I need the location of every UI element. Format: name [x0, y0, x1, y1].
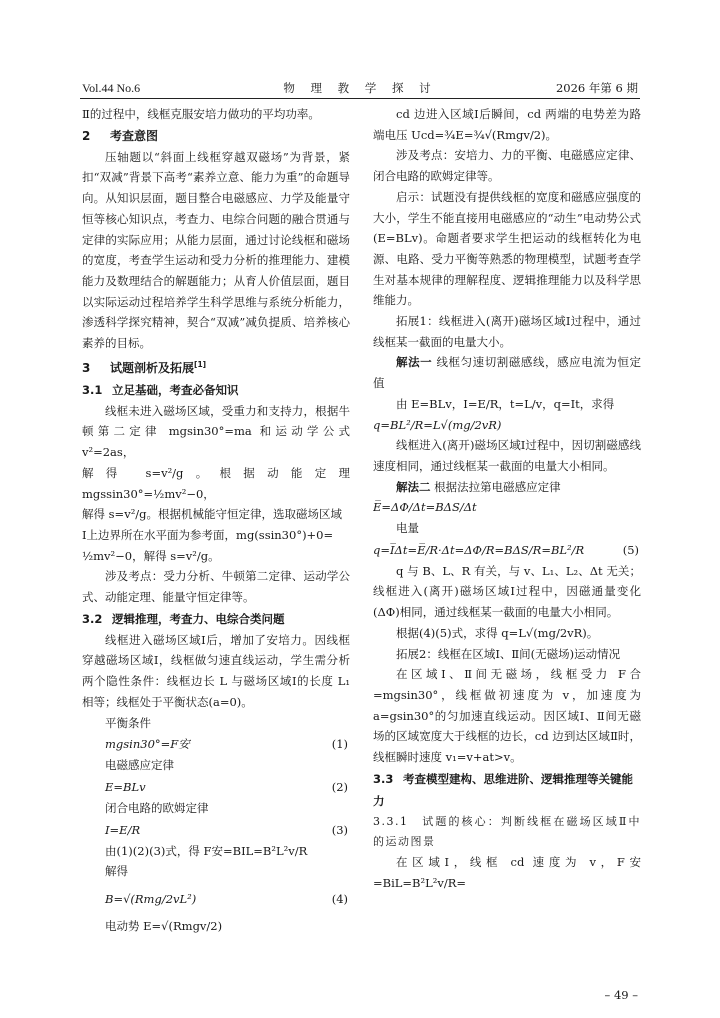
- equation-5: q=I̅Δt=E̅/R·Δt=ΔΦ/R=BΔS/R=BL²/R (5): [373, 542, 639, 557]
- equation-2: E=BLv (2): [105, 779, 348, 794]
- s31-paragraph-5: ½mv²−0，解得 s=v²/g。: [82, 548, 220, 563]
- region-1-paragraph: 在区域Ⅰ，线框 cd 速度为 v，F安=BiL=B²L²v/R=: [373, 854, 641, 890]
- method-1-equation-2: q=BL²/R=L√(mg/2vR): [373, 417, 502, 432]
- equation-1: mgsin30°=F安 (1): [105, 737, 348, 752]
- issue-label: 2026 年第 6 期: [555, 81, 638, 95]
- label-solve: 解得: [105, 864, 128, 879]
- label-balance: 平衡条件: [105, 715, 151, 730]
- page-number: – 49 –: [604, 988, 638, 1002]
- s31-paragraph-3: 解得 s=v²/g。根据机械能守恒定律，选取磁场区域: [82, 507, 343, 522]
- left-column: [82, 104, 350, 978]
- running-header: [82, 78, 638, 98]
- method-1-heading: 解法一: [396, 355, 433, 370]
- section-2-body: 压轴题以“斜面上线框穿越双磁场”为背景，紧扣“双减”背景下高考“素养立意、能力为重”的命题导向。从知识层面，题目整合电磁感应、力学及能量守恒等核心知识点，考查力、电综合问题的融合贯通与定律的实际应用；从能力层面，通过讨论线框和磁场的宽度，考查学生运动和受力分析的推理能力、建模能力及数理结合的解题能力；从育人价值层面，题目以实际运动过程培养学生科学思维与系统分析能力，渗透科学探究精神，契合“双减”减负提质、培养核心素养的目标。: [82, 149, 350, 351]
- equation-3: I=E/R (3): [105, 822, 348, 837]
- section-2-heading: 2 考查意图: [82, 128, 159, 143]
- volume-label: Vol.44 No.6: [82, 81, 141, 95]
- reference-mark: [1]: [194, 359, 207, 369]
- s31-paragraph-1: 线框未进入磁场区域，受重力和支持力，根据牛顿第二定律 mgsin30°=ma 和运动学公式 v²=2as，: [82, 403, 350, 460]
- terminal-voltage-paragraph: cd 边进入区域Ⅰ后瞬间，cd 两端的电势差为路端电压 Ucd=¾E=¾√(Rmgv/2)。: [373, 107, 641, 142]
- derivation-line: 由(1)(2)(3)式，得 F安=BIL=B²L²v/R: [105, 843, 308, 858]
- section-3-3-heading: 3.3 考查模型建构、思维进阶、逻辑推理等关键能力: [373, 771, 633, 808]
- s32-paragraph: 线框进入磁场区域Ⅰ后，增加了安培力。因线框穿越磁场区域Ⅰ，线框做匀速直线运动，学生需分析两个隐性条件：线框边长 L 与磁场区域Ⅰ的长度 L₁ 相等；线框处于平衡状态(a=0)。: [82, 632, 350, 709]
- label-charge: 电量: [396, 521, 419, 536]
- method-2-paragraph: 解法二 根据法拉第电磁感应定律: [396, 479, 561, 494]
- extension-1-paragraph: 拓展1：线框进入(离开)磁场区域Ⅰ过程中，通过线框某一截面的电量大小。: [373, 314, 641, 349]
- section-3-3-1-heading: 3.3.1 试题的核心：判断线框在磁场区域Ⅱ中的运动图景: [373, 814, 641, 848]
- right-column: [373, 104, 641, 978]
- emf-expression: 电动势 E=√(Rmgv/2): [105, 919, 223, 934]
- method-1-conclusion: 线框进入(离开)磁场区域Ⅰ过程中，因切割磁感线速度相同，通过线框某一截面的电量大小相同。: [373, 438, 641, 473]
- equation-4: B=√(Rmg/2vL²) (4): [105, 892, 348, 907]
- insight-paragraph: 启示：试题没有提供线框的宽度和磁感应强度的大小，学生不能直接用电磁感应的“动生”电动势公式(E=BLv)。命题者要求学生把运动的线框转化为电源、电路、受力平衡等熟悉的物理模型，试题考查学生对基本规律的理解程度、逻辑推理能力以及科学思维能力。: [373, 189, 641, 308]
- label-ohm-law: 闭合电路的欧姆定律: [105, 800, 209, 815]
- intro-line: Ⅱ的过程中，线框克服安培力做功的平均功率。: [82, 107, 320, 121]
- extension-2-body: 在区域Ⅰ、Ⅱ间无磁场，线框受力 F合=mgsin30°，线框做初速度为 v，加速度为 a=gsin30°的匀加速直线运动。因区域Ⅰ、Ⅱ间无磁场的区域宽度大于线框的边长，cd 边到达区域Ⅱ时，线框瞬时速度 v₁=v+at>v。: [373, 667, 641, 765]
- label-emf-law: 电磁感应定律: [105, 758, 174, 773]
- method-2-result: 根据(4)(5)式，求得 q=L√(mg/2vR)。: [396, 625, 599, 640]
- section-3-2-heading: 3.2 逻辑推理，考查力、电综合类问题: [82, 611, 285, 626]
- journal-title: 物 理 教 学 探 讨: [283, 81, 437, 95]
- extension-2-heading: 拓展2：线框在区域Ⅰ、Ⅱ间(无磁场)运动情况: [396, 646, 621, 661]
- method-2-conclusion: q 与 B、L、R 有关，与 v、L₁、L₂、Δt 无关；线框进入(离开)磁场区域Ⅰ过程中，因磁通量变化(ΔΦ)相同，通过线框某一截面的电量大小相同。: [373, 563, 641, 620]
- method-1-paragraph: 解法一 线框匀速切割磁感线，感应电流为恒定值: [373, 355, 641, 391]
- topics-paragraph: 涉及考点：安培力、力的平衡、电磁感应定律、闭合电路的欧姆定律等。: [373, 148, 641, 184]
- method-1-equation-1: 由 E=BLv，I=E/R，t=L/v，q=It，求得: [396, 396, 615, 411]
- s31-paragraph-4: Ⅰ上边界所在水平面为参考面，mg(ssin30°)+0=: [82, 527, 334, 542]
- section-3-1-heading: 3.1 立足基础，考查必备知识: [82, 382, 239, 397]
- method-2-equation-1: E̅=ΔΦ/Δt=BΔS/Δt: [373, 500, 477, 515]
- method-2-heading: 解法二: [396, 479, 431, 494]
- header-rule: [80, 98, 640, 99]
- section-3-heading: 3 试题剖析及拓展[1]: [82, 359, 207, 375]
- s31-paragraph-6: 涉及考点：受力分析、牛顿第二定律、运动学公式、动能定理、能量守恒定律等。: [82, 569, 350, 605]
- s31-paragraph-2: 解得 s=v²/g。根据动能定理 mgssin30°=½mv²−0，: [82, 465, 350, 501]
